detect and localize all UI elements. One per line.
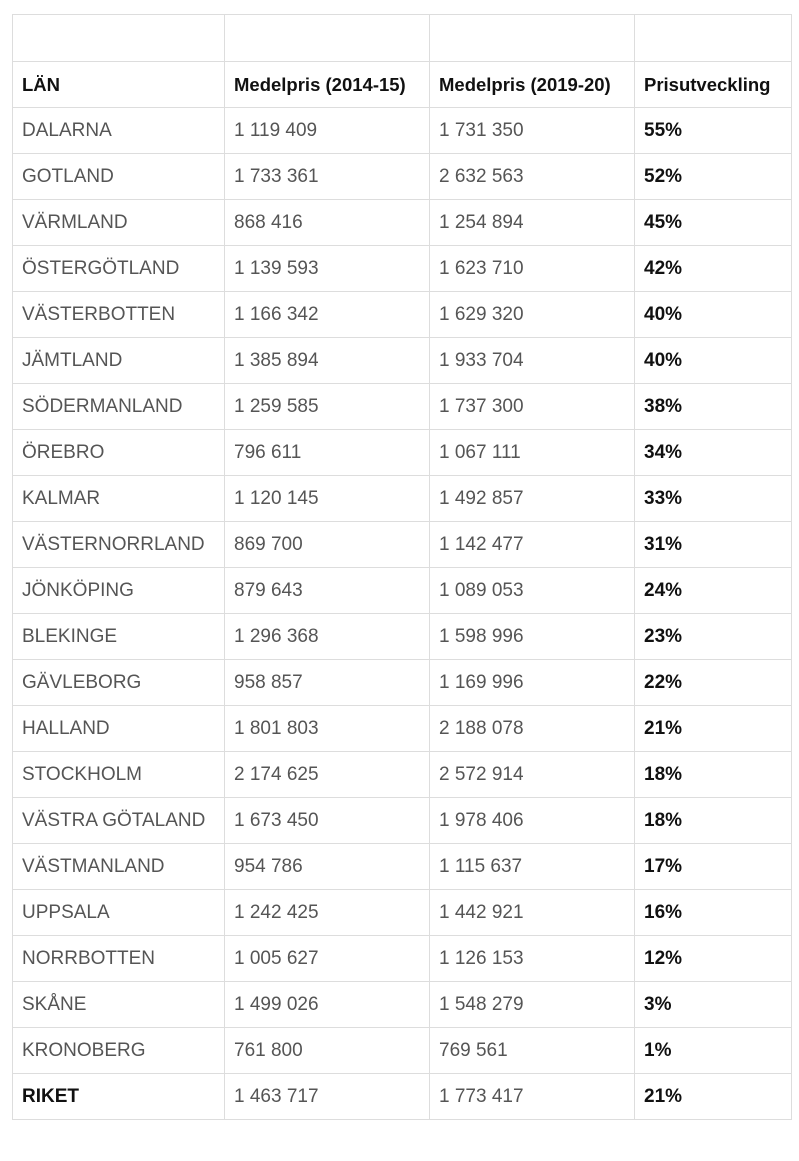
cell-change: 16% (635, 890, 792, 936)
cell-change: 55% (635, 108, 792, 154)
cell-lan: ÖREBRO (13, 430, 225, 476)
cell-lan: SKÅNE (13, 982, 225, 1028)
cell-price-2014: 1 120 145 (225, 476, 430, 522)
cell-price-2019: 1 115 637 (430, 844, 635, 890)
cell-price-2019: 1 731 350 (430, 108, 635, 154)
cell-price-2019: 1 492 857 (430, 476, 635, 522)
table-row (13, 798, 792, 844)
total-row (13, 1074, 792, 1120)
cell-lan: HALLAND (13, 706, 225, 752)
cell-change: 52% (635, 154, 792, 200)
cell-price-2019: 1 254 894 (430, 200, 635, 246)
cell-price-2014: 1 139 593 (225, 246, 430, 292)
table-row (13, 706, 792, 752)
cell-price-2019: 1 623 710 (430, 246, 635, 292)
cell-lan: DALARNA (13, 108, 225, 154)
cell-price-2019: 1 737 300 (430, 384, 635, 430)
cell-lan: SÖDERMANLAND (13, 384, 225, 430)
table-row (13, 154, 792, 200)
cell-lan: BLEKINGE (13, 614, 225, 660)
cell-change: 23% (635, 614, 792, 660)
cell-price-2014: 1 499 026 (225, 982, 430, 1028)
header-price-2014: Medelpris (2014-15) (225, 62, 430, 108)
cell-price-2014: 879 643 (225, 568, 430, 614)
cell-change: 24% (635, 568, 792, 614)
table-row (13, 1028, 792, 1074)
table-row (13, 430, 792, 476)
cell-lan: KALMAR (13, 476, 225, 522)
header-change: Prisutveckling (635, 62, 792, 108)
cell-price-2014: 1 385 894 (225, 338, 430, 384)
cell-lan: VÄRMLAND (13, 200, 225, 246)
blank-cell (430, 15, 635, 62)
cell-price-2014: 954 786 (225, 844, 430, 890)
cell-price-2019: 1 089 053 (430, 568, 635, 614)
cell-lan: STOCKHOLM (13, 752, 225, 798)
blank-cell (13, 15, 225, 62)
table-row (13, 384, 792, 430)
cell-lan: VÄSTRA GÖTALAND (13, 798, 225, 844)
cell-change: 22% (635, 660, 792, 706)
cell-price-2014: 1 733 361 (225, 154, 430, 200)
cell-lan: JÖNKÖPING (13, 568, 225, 614)
cell-change: 17% (635, 844, 792, 890)
cell-lan: VÄSTERBOTTEN (13, 292, 225, 338)
blank-row (13, 15, 792, 62)
cell-change: 18% (635, 752, 792, 798)
cell-price-2019: 1 169 996 (430, 660, 635, 706)
cell-price-2019: 1 978 406 (430, 798, 635, 844)
cell-price-2019: 2 572 914 (430, 752, 635, 798)
header-lan: LÄN (13, 62, 225, 108)
cell-change: 42% (635, 246, 792, 292)
cell-price-2014: 796 611 (225, 430, 430, 476)
cell-change: 38% (635, 384, 792, 430)
cell-lan: UPPSALA (13, 890, 225, 936)
cell-lan: NORRBOTTEN (13, 936, 225, 982)
cell-price-2019: 1 773 417 (430, 1074, 635, 1120)
cell-price-2014: 868 416 (225, 200, 430, 246)
cell-price-2014: 1 673 450 (225, 798, 430, 844)
table-row (13, 338, 792, 384)
cell-price-2014: 869 700 (225, 522, 430, 568)
cell-price-2019: 1 933 704 (430, 338, 635, 384)
cell-change: 3% (635, 982, 792, 1028)
cell-price-2019: 2 188 078 (430, 706, 635, 752)
cell-change: 31% (635, 522, 792, 568)
price-table (12, 14, 792, 1120)
cell-change: 21% (635, 706, 792, 752)
cell-price-2014: 1 296 368 (225, 614, 430, 660)
cell-price-2019: 1 126 153 (430, 936, 635, 982)
cell-change: 1% (635, 1028, 792, 1074)
cell-price-2019: 2 632 563 (430, 154, 635, 200)
table-row (13, 568, 792, 614)
cell-price-2014: 1 119 409 (225, 108, 430, 154)
cell-price-2019: 769 561 (430, 1028, 635, 1074)
cell-lan: ÖSTERGÖTLAND (13, 246, 225, 292)
cell-price-2019: 1 548 279 (430, 982, 635, 1028)
cell-change: 33% (635, 476, 792, 522)
cell-price-2019: 1 067 111 (430, 430, 635, 476)
cell-change: 34% (635, 430, 792, 476)
cell-lan: GÄVLEBORG (13, 660, 225, 706)
cell-lan: VÄSTERNORRLAND (13, 522, 225, 568)
table-row (13, 476, 792, 522)
table-row (13, 890, 792, 936)
table-row (13, 844, 792, 890)
cell-change: 45% (635, 200, 792, 246)
cell-price-2019: 1 442 921 (430, 890, 635, 936)
header-row (13, 62, 792, 108)
cell-lan: JÄMTLAND (13, 338, 225, 384)
blank-cell (635, 15, 792, 62)
header-price-2019: Medelpris (2019-20) (430, 62, 635, 108)
table-row (13, 614, 792, 660)
cell-price-2014: 1 463 717 (225, 1074, 430, 1120)
cell-price-2014: 1 166 342 (225, 292, 430, 338)
table-row (13, 982, 792, 1028)
cell-lan: GOTLAND (13, 154, 225, 200)
cell-change: 21% (635, 1074, 792, 1120)
cell-price-2019: 1 142 477 (430, 522, 635, 568)
cell-lan: VÄSTMANLAND (13, 844, 225, 890)
cell-price-2014: 2 174 625 (225, 752, 430, 798)
table-row (13, 752, 792, 798)
table-row (13, 660, 792, 706)
cell-price-2019: 1 598 996 (430, 614, 635, 660)
table-row (13, 522, 792, 568)
cell-change: 12% (635, 936, 792, 982)
cell-change: 40% (635, 292, 792, 338)
cell-price-2014: 1 242 425 (225, 890, 430, 936)
cell-change: 40% (635, 338, 792, 384)
table-row (13, 108, 792, 154)
blank-cell (225, 15, 430, 62)
cell-price-2014: 1 801 803 (225, 706, 430, 752)
cell-lan: KRONOBERG (13, 1028, 225, 1074)
table-row (13, 292, 792, 338)
table-row (13, 936, 792, 982)
price-table-body (13, 15, 792, 1120)
cell-price-2014: 958 857 (225, 660, 430, 706)
price-table-container (12, 14, 792, 1120)
table-row (13, 200, 792, 246)
table-row (13, 246, 792, 292)
cell-lan: RIKET (13, 1074, 225, 1120)
cell-price-2014: 761 800 (225, 1028, 430, 1074)
cell-price-2014: 1 005 627 (225, 936, 430, 982)
cell-price-2019: 1 629 320 (430, 292, 635, 338)
cell-price-2014: 1 259 585 (225, 384, 430, 430)
cell-change: 18% (635, 798, 792, 844)
